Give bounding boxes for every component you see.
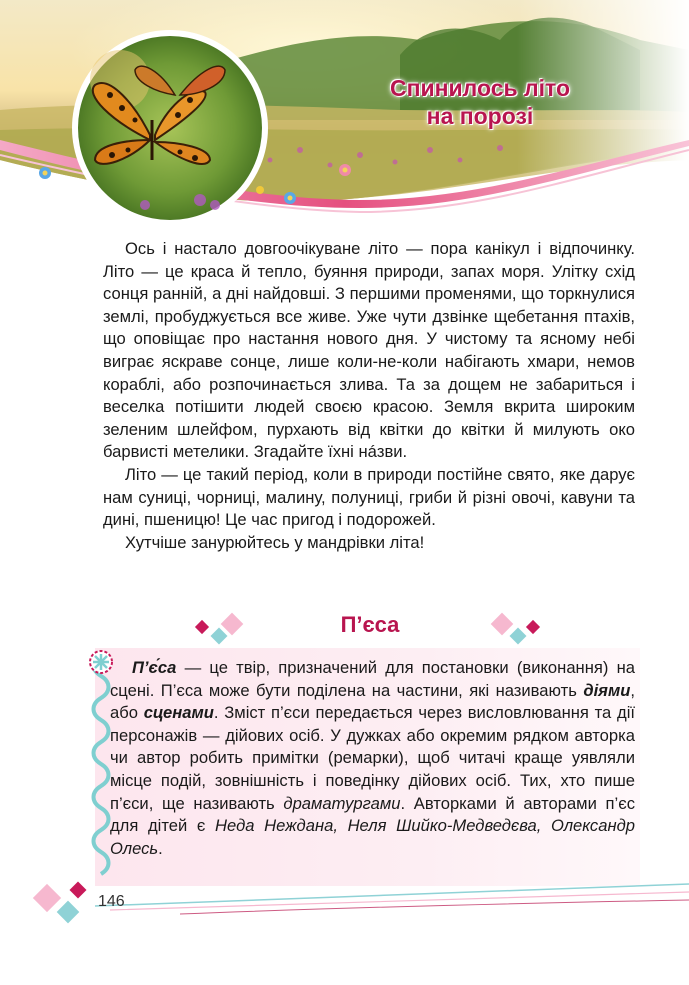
intro-paragraph-3: Хутчіше занурюйтесь у мандрівки літа! <box>125 532 425 552</box>
chapter-title <box>360 74 600 130</box>
diamond-cluster-icon <box>33 882 87 924</box>
flower-icon <box>284 192 296 204</box>
definition-text: П’є́са — це твір, призначений для постановки (виконання) на сцені. П’єса може бути поділена на частини, які називають діями, або сценами. Зміст п’єси передається через висловлювання та дії персонажів — дійових осіб. У дужках або окремим рядком авторка чи автор робить примітки (ремарки), щоб читачі краще уявляли місце подій, зовнішність і поведінку дійових осіб. Тих, хто пише п’єси, ще називають драматургами. Авторками й авторами п’єс для дітей є Неда Неждана, Неля Шийко-Медведєва, Олександр Олесь. <box>110 658 635 858</box>
term-pyesa: П’є́са <box>132 658 177 677</box>
flower-icon <box>339 164 351 176</box>
term-dii: діями <box>583 680 631 700</box>
intro-text <box>103 238 635 554</box>
term-sceny: сценами <box>143 703 214 723</box>
flower-icon <box>256 186 264 194</box>
footer-ornament <box>0 870 689 985</box>
intro-paragraph-2: Літо — це такий період, коли в природи постійне свято, яке дарує нам суниці, чорниці, малину, полуниці, гриби й різні овочі, кавуни та дині, пшеницю! Це час пригод і подорожей. <box>103 464 635 530</box>
chapter-title-line1: Спинилось літо <box>389 75 571 101</box>
chapter-header <box>0 0 689 235</box>
section-title: П’єса <box>340 612 400 637</box>
flower-icon <box>39 167 51 179</box>
intro-paragraph-1: Ось і настало довгоочікуване літо — пора канікул і відпочинку. Літо — це краса й тепло, буяння природи, запах моря. Улітку схід сонця ранній, а дні найдовші. З першими променями, що торкнулися землі, пробуджується все живе. Уже чути дзвінке щебетання птахів, що оповіщає про настання нового дня. У чистому та ясному небі виграє яскраве сонце, лише коли-не-коли набігають хмари, немов кораблі, або розпочинається злива. Та за дощем не забариться і веселка потішити людей своєю красою. Земля вкрита широким зеленим шлейфом, пурхають від квітки до квітки й милують око барвисті метелики. Згадайте їхні нáзви. <box>103 239 635 462</box>
page-number: 146 <box>98 893 125 910</box>
term-dramaturgy: драматургами <box>283 793 401 813</box>
authors-list: Неда Неждана, Неля Шийко-Медведєва, Олександр Олесь <box>110 816 635 858</box>
section-heading <box>0 608 689 648</box>
chapter-title-line2: на порозі <box>426 103 534 129</box>
snowflake-icon <box>93 654 109 670</box>
